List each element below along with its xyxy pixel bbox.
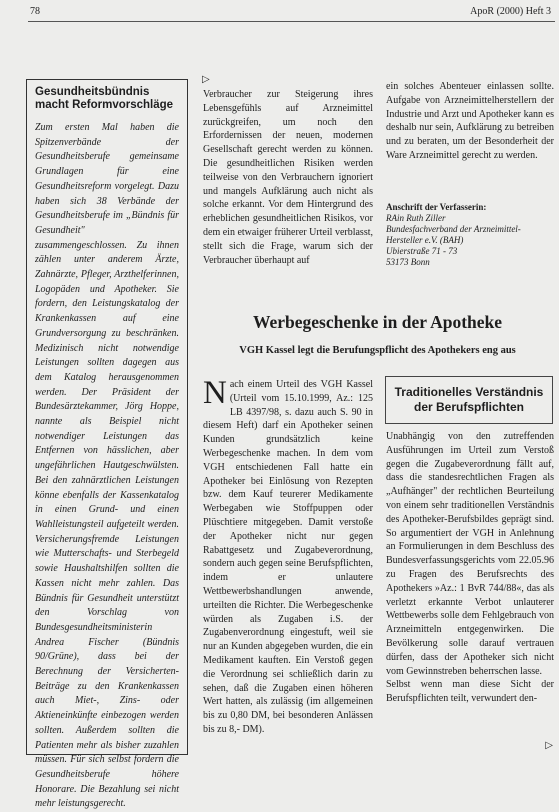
drop-cap: N: [203, 375, 227, 411]
continuation-col2: [203, 88, 373, 267]
author-label: Anschrift der Verfasserin:: [386, 202, 487, 212]
author-line: Ubierstraße 71 - 73: [386, 246, 458, 256]
article-col3: [386, 430, 554, 706]
author-line: Hersteller e.V. (BAH): [386, 235, 464, 245]
article-col3-para2: Selbst wenn man diese Sicht der Berufspflichten teilt, verwundert den-: [386, 679, 554, 705]
running-head: ApoR (2000) Heft 3: [470, 6, 551, 17]
continuation-marker: ▷: [202, 74, 210, 85]
section-heading: Traditionelles Verständnis der Berufspflichten: [394, 385, 544, 414]
author-address: [386, 202, 554, 268]
article-subtitle: VGH Kassel legt die Berufungspflicht des Apothekers eng aus: [239, 345, 516, 356]
page-number: 78: [30, 6, 40, 17]
article-title: Werbegeschenke in der Apotheke: [252, 312, 503, 332]
continue-arrow-icon: ▷: [545, 740, 553, 751]
continuation-col3-text: ein solches Abenteuer einlassen sollte. Aufgabe von Arzneimittelherstellern der Industrie und Arzt und Apotheker kann es deshalb nur sein, Aufklärung zu betreiben und zu beraten, um der Besonderheit der Ware Arzneimittel gerecht zu werden.: [386, 81, 554, 161]
sidebar-title: Gesundheitsbündnis macht Reformvorschläge: [35, 86, 174, 111]
article-col3-para1: Unabhängig von den zutreffenden Ausführungen im Urteil zum Verstoß gegen die Zugabeverordnung fällt auf, dass die standesrechtlichen Fragen als „Aufhänger" der rechtlichen Beurteilung von einem sehr traditionellen Verständnis des Apotheker-Berufsbildes geprägt sind. So argumentiert der VGH in Anlehnung an Formulierungen in dem Beschluss des Bundesverfassungsgerichts vom 22.05.96 zu Fragen des Berufsrechts des Apothekers »Az.: 1 BvR 744/88«, das als verletzt erkannte Verbot unlauterer Wettbewerbs solle dem Fehlgebrauch von Arzneimitteln entgegenwirken. Die Bevölkerung solle darauf vertrauen dürfen, dass der Apotheker sich nicht vom Gewinnstreben beherrschen lasse.: [386, 431, 554, 677]
continuation-col2-text: Verbraucher zur Steigerung ihres Lebensgefühls auf Arzneimittel zurückgreifen, um noch den Erfordernissen der neuen, modernen Gesellschaft gerecht werden zu können. Die gesundheitlichen Risiken werden teilweise von den Verbrauchern ignoriert und mangels Aufklärung auch nicht als solche erkannt. Vor dem Hintergrund des erheblichen gesundheitlichen Risikos, vor dem ein etwaiger früherer Urteil verblasst, stellt sich die Frage, warum sich der Verbraucher überhaupt auf: [203, 89, 373, 266]
sidebar-body: Zum ersten Mal haben die Spitzenverbände der Gesundheitsberufe gemeinsame Grundlagen für eine Gesundheitsreform vorgelegt. Dazu haben sich 38 Verbände der Gesundheitsberufe im „Bündnis für Gesundheit" zusammengeschlossen. Zu ihnen zählen unter anderem Ärzte, Zahnärzte, Pfleger, Arzthelferinnen, Logopäden und Apotheker. Sie fordern, den Leistungskatalog der Krankenkassen auf eine Grundversorgung zu beschränken. Medizinisch nicht notwendige Leistungen sollten dagegen aus dem Katalog herausgenommen werden. Der Präsident der Bundesärztekammer, Jörg Hoppe, nannte als Beispiel nicht notwendiger Leistungen das Entfernen von hässlichen, aber ungefährlichen Hautgeschwülsten. Bei den zahnärztlichen Leistungen könne ebenfalls der Kassenkatalog in einen Grund- und einen Wahlleistungsteil aufgeteilt werden. Versicherungsfremde Leistungen wie Mutterschafts- und Sterbegeld sowie Haushaltshilfen sollten die Kassen nicht mehr zahlen. Das Bündnis für Gesundheit unterstützt den Vorschlag von Bundesgesundheitsministerin Andrea Fischer (Bündnis 90/Grüne), dass bei der Berechnung der Versicherten-Beiträge zu den Krankenkassen auch Miet-, Zins- oder Aktieneinkünfte einbezogen werden sollten. Außerdem sollten die Patienten mehr als bisher zuzahlen müssen. Für sich selbst fordern die Gesundheitsberufe höhere Honorare. Die Bezahlung sei nicht mehr leistungsgerecht.: [35, 122, 179, 810]
article-col2-text: ach einem Urteil des VGH Kassel (Urteil vom 15.10.1999, Az.: 125 LB 4397/98, s. dazu auch S. 90 in diesem Heft) darf ein Apotheker seinen Kunden grundsätzlich keine Werbegeschenke machen. In dem vom VGH entschiedenen Fall hatte ein Apotheker bei Einlösung von Rezepten bzw. dem Kauf teurerer Medikamente Werbegaben wie Stoffpuppen oder Plüschtiere mitgegeben. Damit verstoße der Apotheker nicht nur gegen Rabattgesetz und Zugabeverordnung, sondern auch gegen seine Berufspflichten, indem er unlautere Wettbewerbshandlungen anwende, urteilten die Richter. Die Werbegeschenke würden als Zugaben i.S. der Zugabenverordnung eingestuft, weil sie nur an Kunden abgegeben wurden, die ein Medikament kauften. Ein Verstoß gegen die Verordnung sei schließlich darin zu sehen, daß die Zugaben einen höheren Wert hatten, als zulässig (im allgemeinen bis zu 0,80 DM, bei besonderen Anlässen bis zu 8,- DM).: [203, 379, 373, 735]
article-col2: [203, 375, 373, 737]
section-heading-box: [385, 376, 553, 424]
header-rule: [28, 21, 555, 22]
continuation-col3: [386, 80, 554, 163]
author-line: Bundesfachverband der Arzneimittel-: [386, 224, 521, 234]
sidebar-box: [26, 79, 188, 810]
author-line: RAin Ruth Ziller: [386, 213, 446, 223]
author-line: 53173 Bonn: [386, 257, 430, 267]
